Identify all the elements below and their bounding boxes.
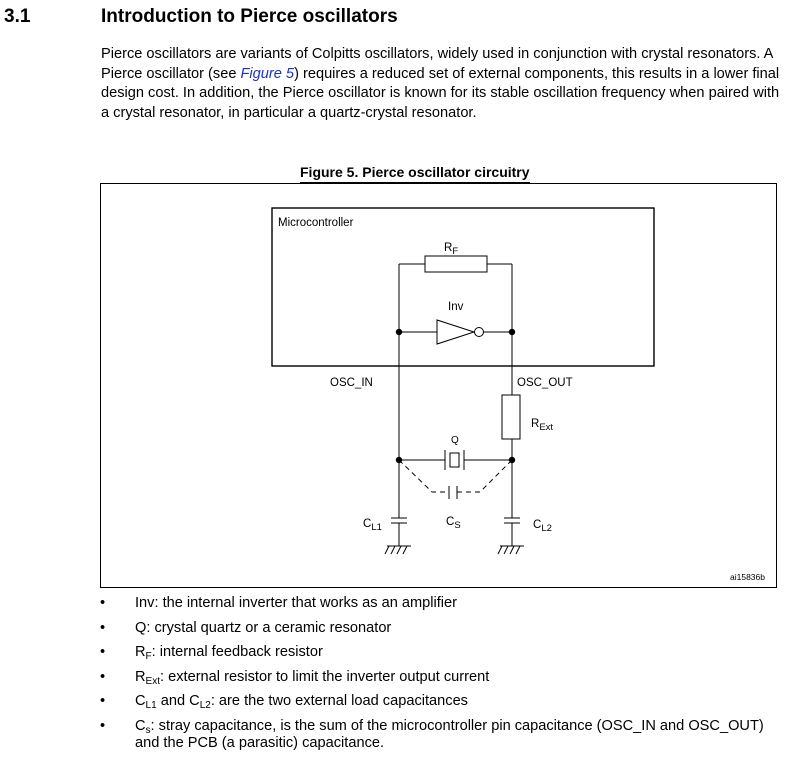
rf-resistor: [425, 256, 487, 272]
figure-id-label: ai15836b: [730, 572, 765, 582]
cl1-label: $C_{L1}$: [363, 518, 382, 533]
inverter-bubble: [475, 328, 484, 337]
figure-5-link[interactable]: Figure 5: [240, 65, 295, 82]
section-number: 3.1: [4, 6, 31, 27]
inv-label: Inv: [448, 301, 464, 313]
rext-label: $R_{Ext}$: [531, 418, 554, 433]
figure-caption: Figure 5. Pierce oscillator circuitry: [300, 164, 530, 183]
junction-dot: [396, 329, 402, 335]
section-title: Introduction to Pierce oscillators: [101, 6, 398, 27]
cl2-label: $C_{L2}$: [533, 519, 552, 534]
rext-resistor: [502, 395, 520, 439]
intro-text-1: Pierce oscillators are variants of Colpitts oscillators, widely used in conjunction with crystal resonators. A Pierce oscillator (see: [101, 46, 773, 82]
cs-right-wire: [457, 460, 512, 492]
osc-out-label: OSC_OUT: [517, 377, 573, 389]
junction-dot: [396, 457, 402, 463]
bullet-item: • $C_s$: stray capacitance, is the sum of the microcontroller pin capacitance (OSC_IN and OSC_OUT) and the PCB (a parasitic) capacitance.: [100, 718, 790, 752]
osc-in-label: OSC_IN: [330, 377, 373, 389]
junction-dot: [509, 329, 515, 335]
inverter-symbol: [437, 320, 474, 344]
bullet-item: • $R_F$: internal feedback resistor: [100, 644, 790, 661]
cs-label: $C_S$: [446, 516, 461, 531]
bullet-item: • Inv: the internal inverter that works as an amplifier: [100, 595, 790, 612]
bullet-item: • $C_{L1}$ and $C_{L2}$: are the two external load capacitances: [100, 693, 790, 710]
bullet-item: • $R_{Ext}$: external resistor to limit the inverter output current: [100, 669, 790, 686]
rf-label: $R_F$: [444, 242, 459, 257]
microcontroller-box: [272, 208, 654, 366]
microcontroller-label: Microcontroller: [278, 217, 354, 229]
junction-dot: [509, 457, 515, 463]
q-label: Q: [451, 435, 459, 446]
bullet-item: • Q: crystal quartz or a ceramic resonator: [100, 620, 790, 637]
cs-left-wire: [399, 460, 449, 492]
intro-text-2: ) requires a reduced set of external components, this results in a lower final design cost. In addition, the Pierce oscillator is known for its stable oscillation frequency when paired with a crystal resonator, in particular a quartz-crystal resonator.: [101, 65, 780, 122]
bullet-list: [100, 595, 790, 759]
crystal-q: [450, 453, 459, 467]
